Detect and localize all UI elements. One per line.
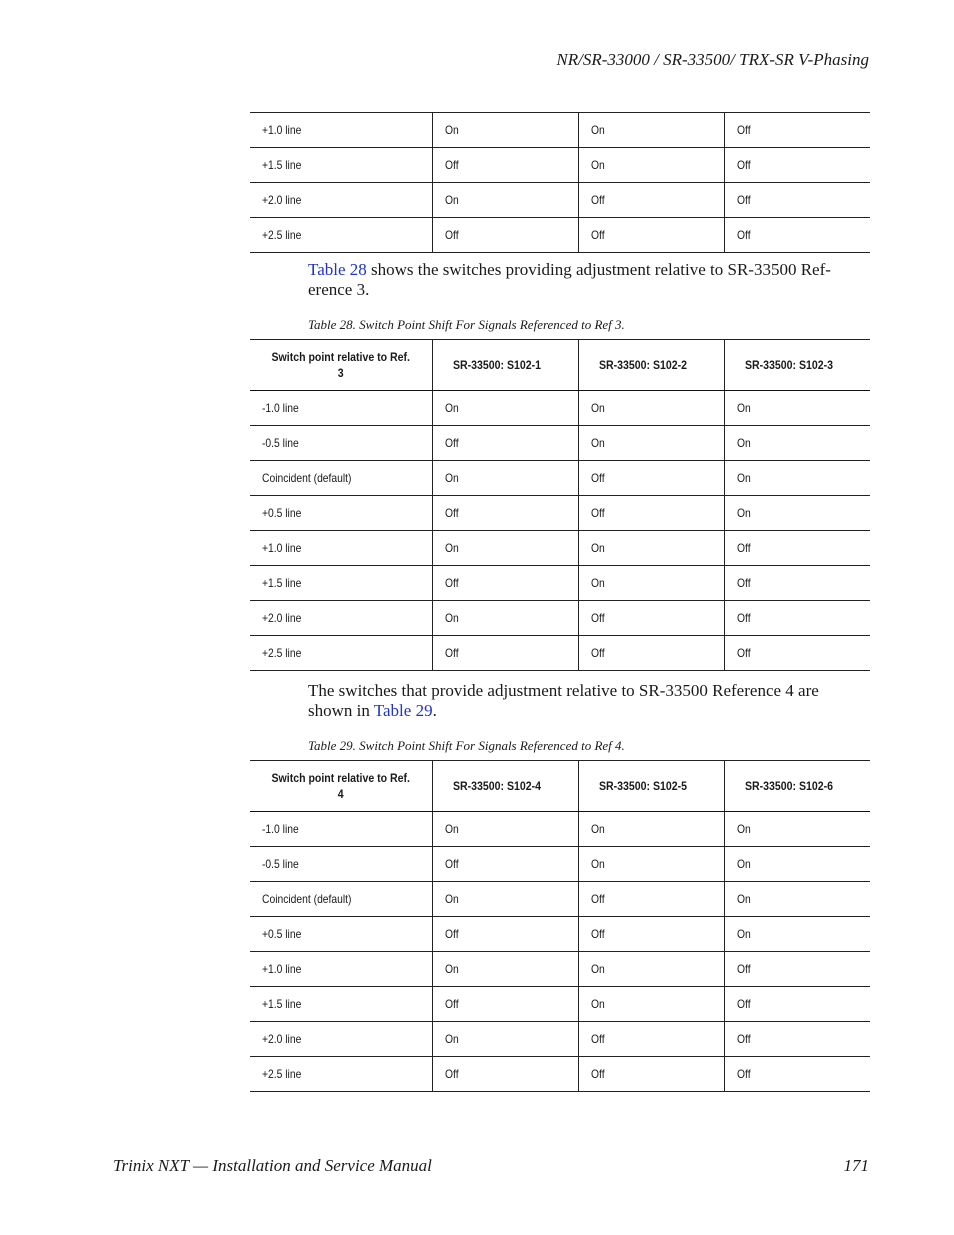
table-cell: Off (724, 148, 870, 183)
table-cell: On (724, 812, 870, 847)
table-row (250, 917, 870, 952)
table-row (250, 1022, 870, 1057)
table-row (250, 148, 870, 183)
table-cell: On (432, 882, 578, 917)
table-cell: +0.5 line (250, 496, 432, 531)
table-cell: On (724, 496, 870, 531)
table-cell: Off (578, 1057, 724, 1092)
table-row (250, 987, 870, 1022)
table-cell: Off (432, 218, 578, 253)
table-cell: +1.0 line (250, 531, 432, 566)
paragraph-table28-intro: Table 28 shows the switches providing adjustment relative to SR-33500 Ref- erence 3. (308, 260, 831, 299)
table-cell: On (578, 148, 724, 183)
table-cell: +1.0 line (250, 113, 432, 148)
table-cell: -1.0 line (250, 812, 432, 847)
table-cell: On (578, 566, 724, 601)
table-row (250, 636, 870, 671)
table28 (250, 339, 870, 671)
table-row (250, 391, 870, 426)
table-cell: -1.0 line (250, 391, 432, 426)
table-cell: Off (724, 636, 870, 671)
table-cell: Coincident (default) (250, 882, 432, 917)
table-cell: On (724, 426, 870, 461)
table-cell: +1.5 line (250, 987, 432, 1022)
table-cell: Off (724, 113, 870, 148)
table-continued (250, 112, 870, 253)
table-cell: +2.0 line (250, 183, 432, 218)
table-cell: On (432, 183, 578, 218)
table28-caption: Table 28. Switch Point Shift For Signals Referenced to Ref 3. (308, 317, 625, 332)
running-header: NR/SR-33000 / SR-33500/ TRX-SR V-Phasing (556, 50, 869, 69)
table-cell: +0.5 line (250, 917, 432, 952)
table-cell: Off (578, 636, 724, 671)
column-header: Switch point relative to Ref. 3 (250, 340, 432, 391)
table-cell: -0.5 line (250, 847, 432, 882)
column-header: Switch point relative to Ref. 4 (250, 761, 432, 812)
table-cell: On (578, 113, 724, 148)
table-cell: On (578, 812, 724, 847)
table-cell: Off (724, 987, 870, 1022)
table-cell: Off (578, 461, 724, 496)
table-cell: Off (432, 148, 578, 183)
table-cell: On (724, 847, 870, 882)
table-row (250, 113, 870, 148)
table28-link[interactable]: Table 28 (308, 260, 367, 279)
table-cell: Off (724, 601, 870, 636)
table-cell: On (724, 917, 870, 952)
table-cell: Off (432, 1057, 578, 1092)
table29-link[interactable]: Table 29 (373, 701, 433, 720)
table-cell: On (724, 391, 870, 426)
table-cell: Off (578, 218, 724, 253)
table-cell: On (432, 952, 578, 987)
table-row (250, 461, 870, 496)
table-cell: Off (724, 183, 870, 218)
table-cell: Off (432, 496, 578, 531)
table-cell: On (724, 882, 870, 917)
table-cell: Off (578, 496, 724, 531)
table-cell: +1.5 line (250, 148, 432, 183)
table-cell: Coincident (default) (250, 461, 432, 496)
table-row (250, 952, 870, 987)
column-header: SR-33500: S102-2 (578, 340, 724, 391)
table-row (250, 183, 870, 218)
column-header: SR-33500: S102-6 (724, 761, 870, 812)
table-cell: On (432, 812, 578, 847)
table-cell: +1.0 line (250, 952, 432, 987)
column-header: SR-33500: S102-3 (724, 340, 870, 391)
column-header: SR-33500: S102-1 (432, 340, 578, 391)
table-row (250, 1057, 870, 1092)
table-cell: On (432, 1022, 578, 1057)
table-row (250, 601, 870, 636)
table-cell: On (578, 391, 724, 426)
table-cell: Off (724, 566, 870, 601)
table-cell: Off (432, 847, 578, 882)
column-header: SR-33500: S102-5 (578, 761, 724, 812)
table-cell: On (432, 391, 578, 426)
table-cell: +2.0 line (250, 1022, 432, 1057)
table-cell: +2.5 line (250, 218, 432, 253)
table-cell: Off (724, 1022, 870, 1057)
table-cell: On (578, 952, 724, 987)
table-cell: Off (724, 1057, 870, 1092)
table-cell: Off (578, 917, 724, 952)
table-row (250, 812, 870, 847)
table-cell: Off (432, 987, 578, 1022)
table-cell: Off (724, 218, 870, 253)
table-cell: Off (432, 426, 578, 461)
table-cell: +1.5 line (250, 566, 432, 601)
table-cell: On (432, 531, 578, 566)
table-row (250, 847, 870, 882)
table-cell: On (578, 987, 724, 1022)
table-cell: Off (432, 566, 578, 601)
table-cell: On (724, 461, 870, 496)
table-cell: On (432, 461, 578, 496)
table-row (250, 426, 870, 461)
page-number: 171 (843, 1156, 869, 1175)
footer-manual-title: Trinix NXT — Installation and Service Manual (113, 1156, 432, 1175)
table-cell: Off (578, 1022, 724, 1057)
column-header: SR-33500: S102-4 (432, 761, 578, 812)
table-cell: On (578, 531, 724, 566)
table-cell: -0.5 line (250, 426, 432, 461)
table-cell: +2.0 line (250, 601, 432, 636)
table29-caption: Table 29. Switch Point Shift For Signals Referenced to Ref 4. (308, 738, 625, 753)
table-cell: Off (578, 183, 724, 218)
table-cell: Off (724, 952, 870, 987)
table-cell: Off (432, 917, 578, 952)
table29 (250, 760, 870, 1092)
table-cell: Off (432, 636, 578, 671)
table-cell: On (578, 847, 724, 882)
table-row (250, 496, 870, 531)
table-cell: On (432, 113, 578, 148)
paragraph-table29-intro: The switches that provide adjustment relative to SR-33500 Reference 4 are shown in Table 29. (308, 681, 819, 720)
table-cell: On (578, 426, 724, 461)
table-cell: Off (724, 531, 870, 566)
table-row (250, 531, 870, 566)
table-cell: Off (578, 882, 724, 917)
table-row (250, 882, 870, 917)
table-row (250, 566, 870, 601)
table-cell: On (432, 601, 578, 636)
table-cell: Off (578, 601, 724, 636)
table-cell: +2.5 line (250, 1057, 432, 1092)
table-cell: +2.5 line (250, 636, 432, 671)
table-row (250, 218, 870, 253)
